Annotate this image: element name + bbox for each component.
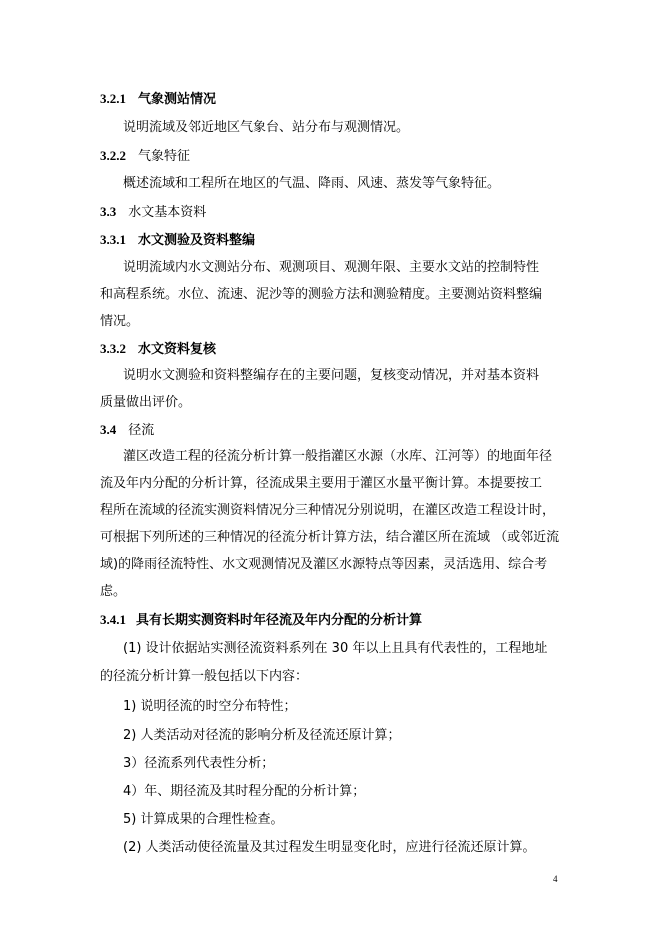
section-title: 水文测验及资料整编 [138, 233, 256, 248]
paragraph-line: 说明流域及邻近地区气象台、站分布与观测情况。 [123, 120, 410, 135]
section-title: 气象特征 [138, 149, 191, 164]
paragraph-line: 情况。 [100, 314, 140, 329]
section-number: 3.2.2 [100, 148, 126, 163]
heading-3-4-1 [100, 611, 422, 630]
list-item: 4）年、期径流及其时程分配的分析计算； [123, 784, 366, 799]
paragraph-line: 的径流分析计算一般包括以下内容： [100, 669, 309, 684]
section-number: 3.2.1 [100, 91, 126, 106]
section-number: 3.4 [100, 422, 117, 437]
paragraph-line: 可根据下列所述的三种情况的径流分析计算方法，结合灌区所在流域 （或邻近流 [100, 530, 560, 545]
paragraph-line: 域)的降雨径流特性、水文观测情况及灌区水源特点等因素，灵活选用、综合考 [100, 557, 548, 572]
section-title: 径流 [128, 423, 155, 438]
paragraph-line: 虑。 [100, 584, 127, 599]
list-item: (2) 人类活动使径流量及其过程发生明显变化时，应进行径流还原计算。 [123, 840, 536, 855]
section-number: 3.3 [100, 204, 117, 219]
page-number: 4 [553, 874, 558, 884]
list-item: 5) 计算成果的合理性检查。 [123, 812, 284, 827]
paragraph-line: 灌区改造工程的径流分析计算一般指灌区水源（水库、江河等）的地面年径 [123, 449, 553, 464]
paragraph-line: (1) 设计依据站实测径流资料系列在 30 年以上且具有代表性的，工程地址 [123, 641, 548, 656]
section-title: 具有长期实测资料时年径流及年内分配的分析计算 [136, 613, 423, 628]
heading-3-3 [100, 203, 206, 222]
paragraph-line: 程所在流域的径流实测资料情况分三种情况分别说明，在灌区改造工程设计时， [100, 503, 556, 518]
section-title: 水文资料复核 [138, 342, 217, 357]
list-item: 1) 说明径流的时空分布特性； [123, 699, 297, 714]
paragraph-line: 流及年内分配的分析计算，径流成果主要用于灌区水量平衡计算。本提要按工 [100, 476, 543, 491]
section-title: 气象测站情况 [138, 92, 217, 107]
section-title: 水文基本资料 [128, 205, 207, 220]
paragraph-line: 概述流域和工程所在地区的气温、降雨、风速、蒸发等气象特征。 [123, 176, 501, 191]
heading-3-2-2 [100, 147, 190, 166]
heading-3-4 [100, 421, 154, 440]
section-number: 3.3.1 [100, 232, 126, 247]
paragraph-line: 说明流域内水文测站分布、观测项目、观测年限、主要水文站的控制特性 [123, 260, 540, 275]
section-number: 3.4.1 [100, 612, 126, 627]
paragraph-line: 和高程系统。水位、流速、泥沙等的测验方法和测验精度。主要测站资料整编 [100, 287, 543, 302]
paragraph-line: 说明水文测验和资料整编存在的主要问题，复核变动情况，并对基本资料 [123, 368, 540, 383]
list-item: 2) 人类活动对径流的影响分析及径流还原计算； [123, 728, 401, 743]
heading-3-2-1 [100, 90, 216, 109]
list-item: 3）径流系列代表性分析； [123, 756, 275, 771]
heading-3-3-2 [100, 340, 216, 359]
section-number: 3.3.2 [100, 341, 126, 356]
paragraph-line: 质量做出评价。 [100, 395, 192, 410]
heading-3-3-1 [100, 231, 255, 250]
